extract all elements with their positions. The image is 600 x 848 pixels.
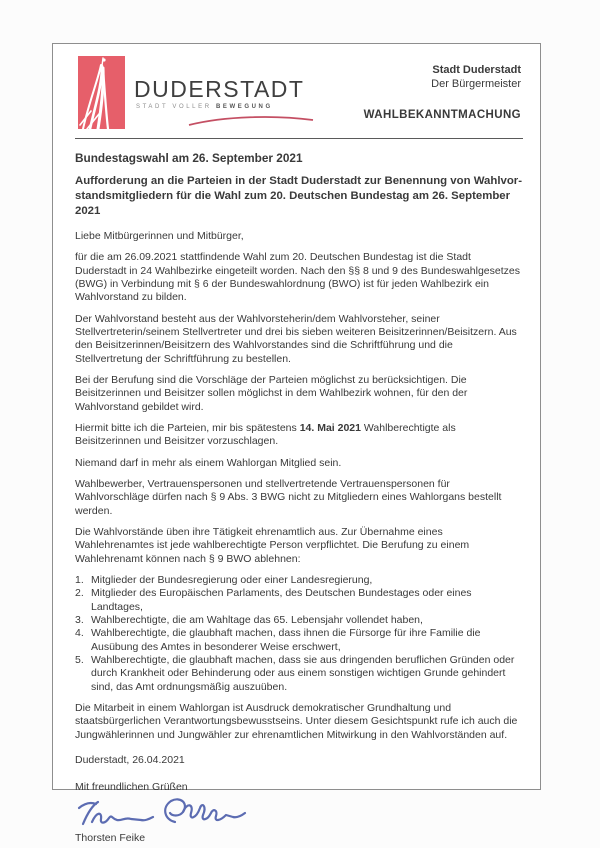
logo-tagline: STADT VOLLER BEWEGUNG	[136, 104, 273, 110]
paragraph-composition: Der Wahlvorstand besteht aus der Wahlvorsteherin/dem Wahlvorsteher, seiner Stellvertreterin/seinem Stellvertreter und drei bis sieben weiteren Beisitzerinnen/Beisitzern. Aus den Beisitzerinnen/Beisitzern des Wahlvorstandes sind die Schriftführung und die Stellvertretung der Schriftführung zu bestellen.	[75, 312, 517, 365]
paragraph-candidates: Wahlbewerber, Vertrauenspersonen und stellvertretende Vertrauenspersonen für Wahlvorschläge dürfen nach § 9 Abs. 3 BWG nicht zu Mitgliedern eines Wahlorgans bestellt werden.	[75, 478, 502, 517]
logo-wordmark: DUDERSTADT	[134, 76, 305, 102]
list-item: 5. Wahlberechtigte, die glaubhaft machen, dass sie aus dringenden beruflichen Gründen oder durch Krankheit oder Behinderung oder aus einem sonstigen wichtigen Grunde gehindert sind, das Amt ordnungsmäßig auszuüben.	[75, 654, 515, 693]
signer-name: Thorsten Feike	[75, 831, 146, 844]
subject-line-2: standsmitgliedern für die Wahl zum 20. Deutschen Bundestag am 26. September 2021	[75, 190, 511, 218]
sender-org: Stadt Duderstadt	[432, 64, 521, 76]
paragraph-democracy: Die Mitarbeit in einem Wahlorgan ist Ausdruck demokratischer Grundhaltung und staatsbürgerlichen Verantwortungsbewusstseins. Unter diesem Gesichtspunkt rufe ich auch die Jungwählerinnen und Jungwähler zur ehrenamtlichen Mitwirkung in den Wahlvorständen auf.	[75, 701, 518, 741]
letter-title: Bundestagswahl am 26. September 2021	[75, 151, 303, 165]
paragraph-membership: Niemand darf in mehr als einem Wahlorgan Mitglied sein.	[75, 456, 342, 469]
paragraph-districts: für die am 26.09.2021 stattfindende Wahl zum 20. Deutschen Bundestag ist die Stadt Duderstadt in 24 Wahlbezirke eingeteilt worden. Nach den §§ 8 und 9 des Bundeswahlgesetzes (BWG) in Verbindung mit § 6 der Bundeswahlordnung (BWO) ist für jeden Wahlbezirk ein Wahlvorstand zu bilden.	[75, 251, 520, 304]
greeting: Liebe Mitbürgerinnen und Mitbürger,	[75, 230, 244, 243]
paragraph-deadline: Hiermit bitte ich die Parteien, mir bis spätestens 14. Mai 2021 Wahlberechtigte als Beisitzerinnen und Beisitzer vorzuschlagen.	[75, 422, 456, 448]
logo-swoosh-icon	[187, 114, 315, 128]
paragraph-honorary: Die Wahlvorstände üben ihre Tätigkeit ehrenamtlich aus. Zur Übernahme eines Wahlehrenamtes ist jede wahlberechtigte Person verpflichtet. Die Berufung zu einem Wahlehrenamt können nach § 9 BWO ablehnen:	[75, 526, 470, 565]
letter-page	[52, 43, 541, 844]
list-item: 2. Mitglieder des Europäischen Parlaments, des Deutschen Bundestages oder eines Landtages,	[75, 587, 472, 613]
signature-image	[77, 796, 249, 832]
document-type: WAHLBEKANNTMACHUNG	[363, 108, 521, 121]
sender-role: Der Bürgermeister	[431, 77, 521, 90]
refusal-list	[75, 574, 523, 694]
list-item: 4. Wahlberechtigte, die glaubhaft machen, dass ihnen die Fürsorge für ihre Familie die Ausübung des Amtes in besonderer Weise erschwert,	[75, 627, 481, 653]
closing-phrase: Mit freundlichen Grüßen	[75, 781, 188, 794]
dateline: Duderstadt, 26.04.2021	[75, 753, 185, 766]
letterhead	[75, 56, 523, 138]
list-item: 1. Mitglieder der Bundesregierung oder einer Landesregierung,	[75, 574, 373, 587]
deadline-date: 14. Mai 2021	[299, 422, 361, 435]
paragraph-proposals: Bei der Berufung sind die Vorschläge der Parteien möglichst zu berücksichtigen. Die Beisitzerinnen und Beisitzer sollen möglichst in dem Wahlbezirk wohnen, für den der Wahlvorstand gebildet wird.	[75, 374, 468, 413]
subject-line-1: Aufforderung an die Parteien in der Stadt Duderstadt zur Benennung von Wahlvor-	[75, 175, 523, 187]
list-item: 3. Wahlberechtigte, die am Wahltage das 65. Lebensjahr vollendet haben,	[75, 614, 423, 627]
header-divider	[75, 138, 523, 139]
sender-block	[364, 64, 521, 122]
letter-subject	[75, 174, 523, 219]
duderstadt-logo-icon	[78, 56, 125, 129]
